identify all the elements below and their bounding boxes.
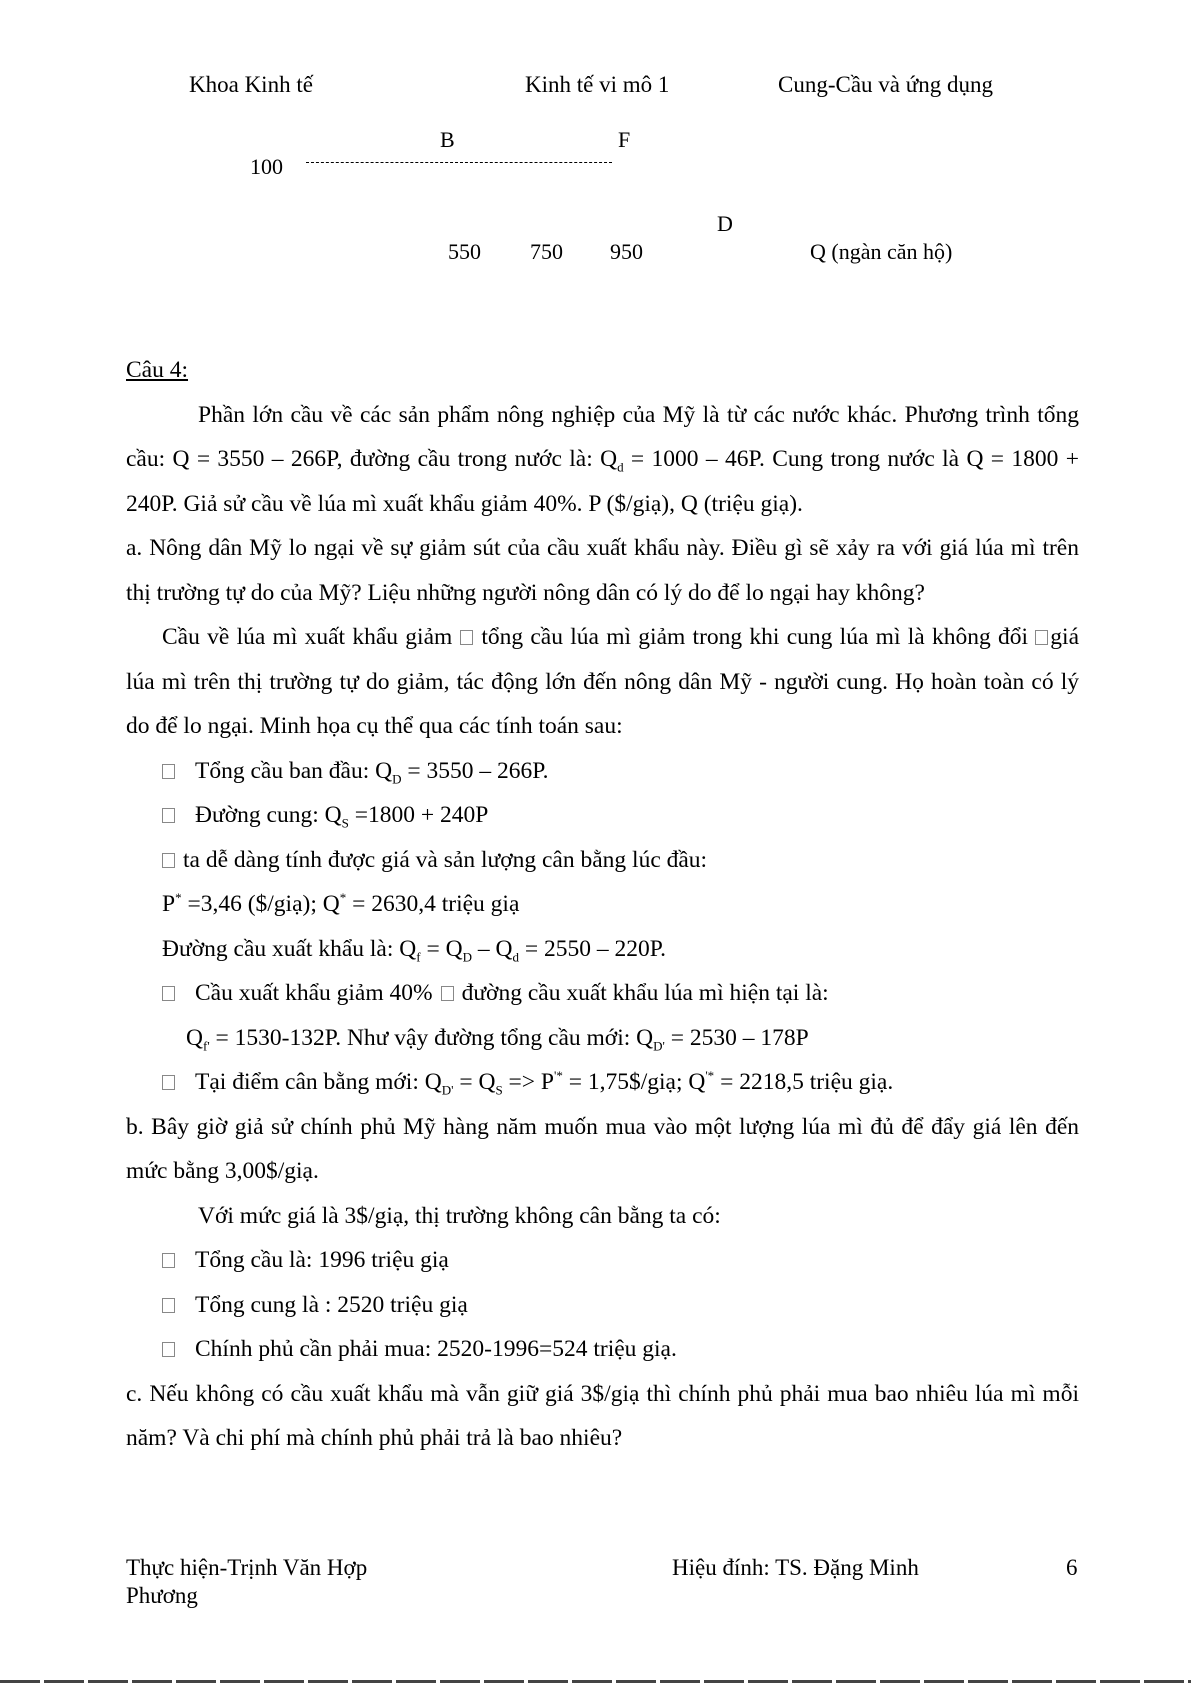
chart-x-label: Q (ngàn căn hộ) — [810, 239, 953, 264]
chart-curve-d: D — [717, 211, 733, 236]
chart-point-b: B — [440, 127, 455, 152]
footer-reviewer: Hiệu đính: TS. Đặng Minh — [672, 1555, 919, 1580]
bullet-icon — [162, 986, 175, 1001]
arrow-glyph-icon — [460, 630, 473, 645]
bullet-item: Chính phủ cần phải mua: 2520-1996=524 triệu giạ. — [126, 1327, 1079, 1372]
bullet-item: Cầu xuất khẩu giảm 40% đường cầu xuất khẩu lúa mì hiện tại là: — [126, 971, 1079, 1016]
chart-x-tick: 550 — [448, 239, 481, 264]
question-heading: Câu 4: — [126, 357, 189, 383]
bullet-icon — [162, 1342, 175, 1357]
header-course: Kinh tế vi mô 1 — [525, 72, 670, 97]
arrow-glyph-icon — [441, 986, 454, 1001]
header-faculty: Khoa Kinh tế — [189, 72, 313, 97]
chart-point-f: F — [618, 127, 631, 152]
bullet-item: Tổng cầu là: 1996 triệu giạ — [126, 1238, 1079, 1283]
bullet-icon — [162, 764, 175, 779]
bullet-item: Tổng cung là : 2520 triệu giạ — [126, 1283, 1079, 1328]
part-b-question: b. Bây giờ giả sử chính phủ Mỹ hàng năm muốn mua vào một lượng lúa mì đủ để đẩy giá lên đến mức bằng 3,00$/giạ. — [126, 1113, 1079, 1184]
chart-x-tick: 950 — [610, 239, 643, 264]
part-a-question: a. Nông dân Mỹ lo ngại về sự giảm sút của cầu xuất khẩu này. Điều gì sẽ xảy ra với giá lúa mì trên thị trường tự do của Mỹ? Liệu những người nông dân có lý do để lo ngại hay không? — [126, 535, 1079, 606]
document-body — [126, 348, 1079, 1461]
equilibrium-initial: P* =3,46 ($/giạ); Q* = 2630,4 triệu giạ — [162, 890, 520, 917]
bullet-icon — [162, 1075, 175, 1090]
bullet-icon — [162, 1298, 175, 1313]
bullet-item: Tổng cầu ban đầu: $Q_D = 3550 - 266P$. — [126, 749, 1079, 794]
bullet-item: Đường cung: $Q_S =1800 + 240P$ — [126, 793, 1079, 838]
arrow-glyph-icon — [1035, 630, 1048, 645]
bullet-icon — [162, 853, 175, 868]
bullet-icon — [162, 808, 175, 823]
bullet-item: ta dễ dàng tính được giá và sản lượng cân bằng lúc đầu: — [126, 838, 1079, 883]
export-demand: Đường cầu xuất khẩu là: $Q_f = Q_D - Q_d = 2550 - 220P$. — [162, 935, 667, 965]
part-b-intro: Với mức giá là 3$/giạ, thị trường không cân bằng ta có: — [198, 1202, 721, 1229]
header-chapter: Cung-Cầu và ứng dụng — [778, 72, 993, 97]
chart-y-value: 100 — [250, 154, 283, 179]
chart-dashed-line — [306, 162, 612, 163]
bullet-item: Tại điểm cân bằng mới: $Q_{D'} = Q_S => P^{'*}$ = 1,75$/giạ; Q'* = 2218,5 triệu giạ. — [126, 1060, 1079, 1105]
new-export-demand: $Q_{f'} = 1530-132P$. Như vậy đường tổng cầu mới: $Q_{D'} = 2530 - 178P$ — [186, 1024, 809, 1054]
part-a-answer: Cầu về lúa mì xuất khẩu giảm tổng cầu lúa mì giảm trong khi cung lúa mì là không đổi giá lúa mì trên thị trường tự do giảm, tác động lớn đến nông dân Mỹ - người cung. Họ hoàn toàn có lý do để lo ngại. Minh họa cụ thể qua các tính toán sau: — [126, 624, 1080, 739]
bottom-rule — [0, 1680, 1191, 1683]
footer-author: Thực hiện-Trịnh Văn Hợp Phương — [126, 1555, 368, 1608]
bullet-icon — [162, 1253, 175, 1268]
page-number: 6 — [1066, 1555, 1078, 1580]
part-c-question: c. Nếu không có cầu xuất khẩu mà vẫn giữ giá 3$/giạ thì chính phủ phải mua bao nhiêu lúa mì mỗi năm? Và chi phí mà chính phủ phải trả là bao nhiêu? — [126, 1380, 1079, 1451]
chart-x-tick: 750 — [530, 239, 563, 264]
intro-paragraph: Phần lớn cầu về các sản phẩm nông nghiệp của Mỹ là từ các nước khác. Phương trình tổng cầu: Q = 3550 – 266P, đường cầu trong nước là: $Q_d = 1000 - 46P$. Cung trong nước là Q = 1800 + 240P. Giả sử cầu về lúa mì xuất khẩu giảm 40%. P ($/giạ), Q (triệu giạ). — [126, 401, 1079, 517]
